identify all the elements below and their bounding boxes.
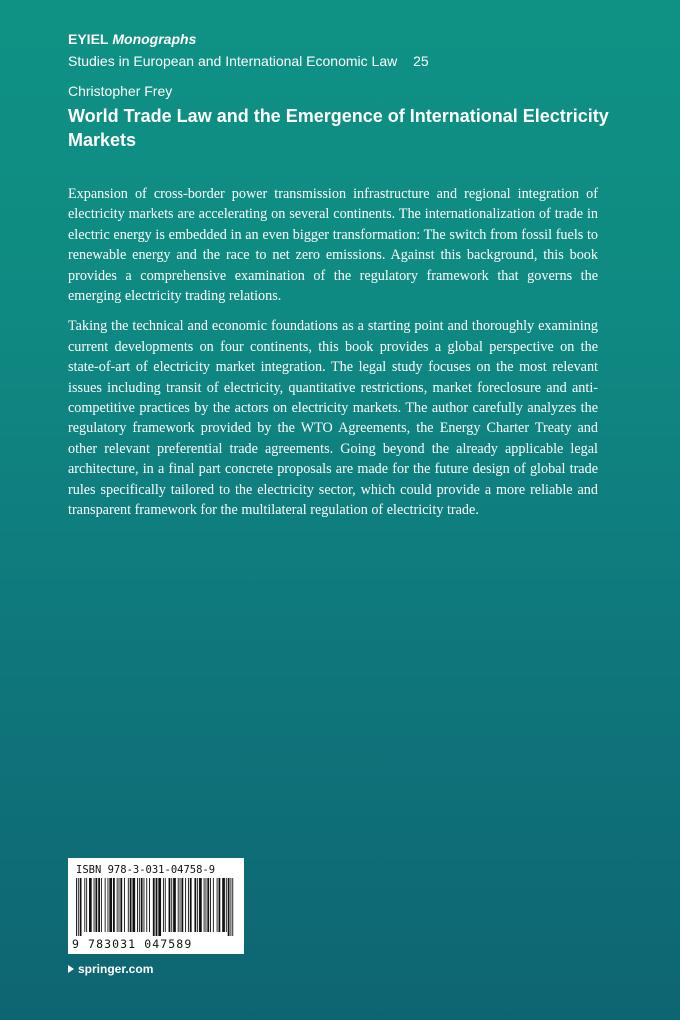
publisher-link[interactable] <box>68 962 153 976</box>
series-subtitle: Studies in European and International Economic Law <box>68 53 398 69</box>
isbn-label: ISBN 978-3-031-04758-9 <box>76 864 216 876</box>
series-subtitle-line <box>68 53 429 69</box>
book-title: World Trade Law and the Emergence of International Electricity Markets <box>68 106 609 150</box>
blurb <box>68 184 598 521</box>
blurb-paragraph-2: Taking the technical and economic foundations as a starting point and thoroughly examining current developments on four continents, this book provides a global perspective on the state-of-art of electricity market integration. The legal study focuses on the most relevant issues including transit of electricity, quantitative restrictions, market foreclosure and anti-competitive practices by the actors on electricity markets. The author carefully analyzes the regulatory framework provided by the WTO Agreements, the Energy Charter Treaty and other relevant preferential trade agreements. Going beyond the already applicable legal architecture, in a final part concrete proposals are made for the future design of global trade rules specifically tailored to the electricity sector, which could provide a more reliable and transparent framework for the multilateral regulation of electricity trade. <box>68 318 598 519</box>
author-name: Christopher Frey <box>68 83 173 99</box>
series-brand: EYIEL <box>68 31 109 47</box>
arrow-right-icon <box>68 965 74 973</box>
publisher-url: springer.com <box>78 962 154 976</box>
barcode-digits: 9 783031 047589 <box>72 937 193 951</box>
series-monographs: Monographs <box>112 31 197 47</box>
series-volume: 25 <box>413 53 429 69</box>
blurb-paragraph-1: Expansion of cross-border power transmission infrastructure and regional integration of electricity markets are accelerating on several continents. The internationalization of trade in electric energy is embedded in an even bigger transformation: The switch from fossil fuels to renewable energy and the race to net zero emissions. Against this background, this book provides a comprehensive examination of the regulatory framework that governs the emerging electricity trading relations. <box>68 186 598 305</box>
series-name <box>68 31 196 47</box>
barcode-bars <box>74 878 238 936</box>
isbn-barcode <box>68 858 244 954</box>
